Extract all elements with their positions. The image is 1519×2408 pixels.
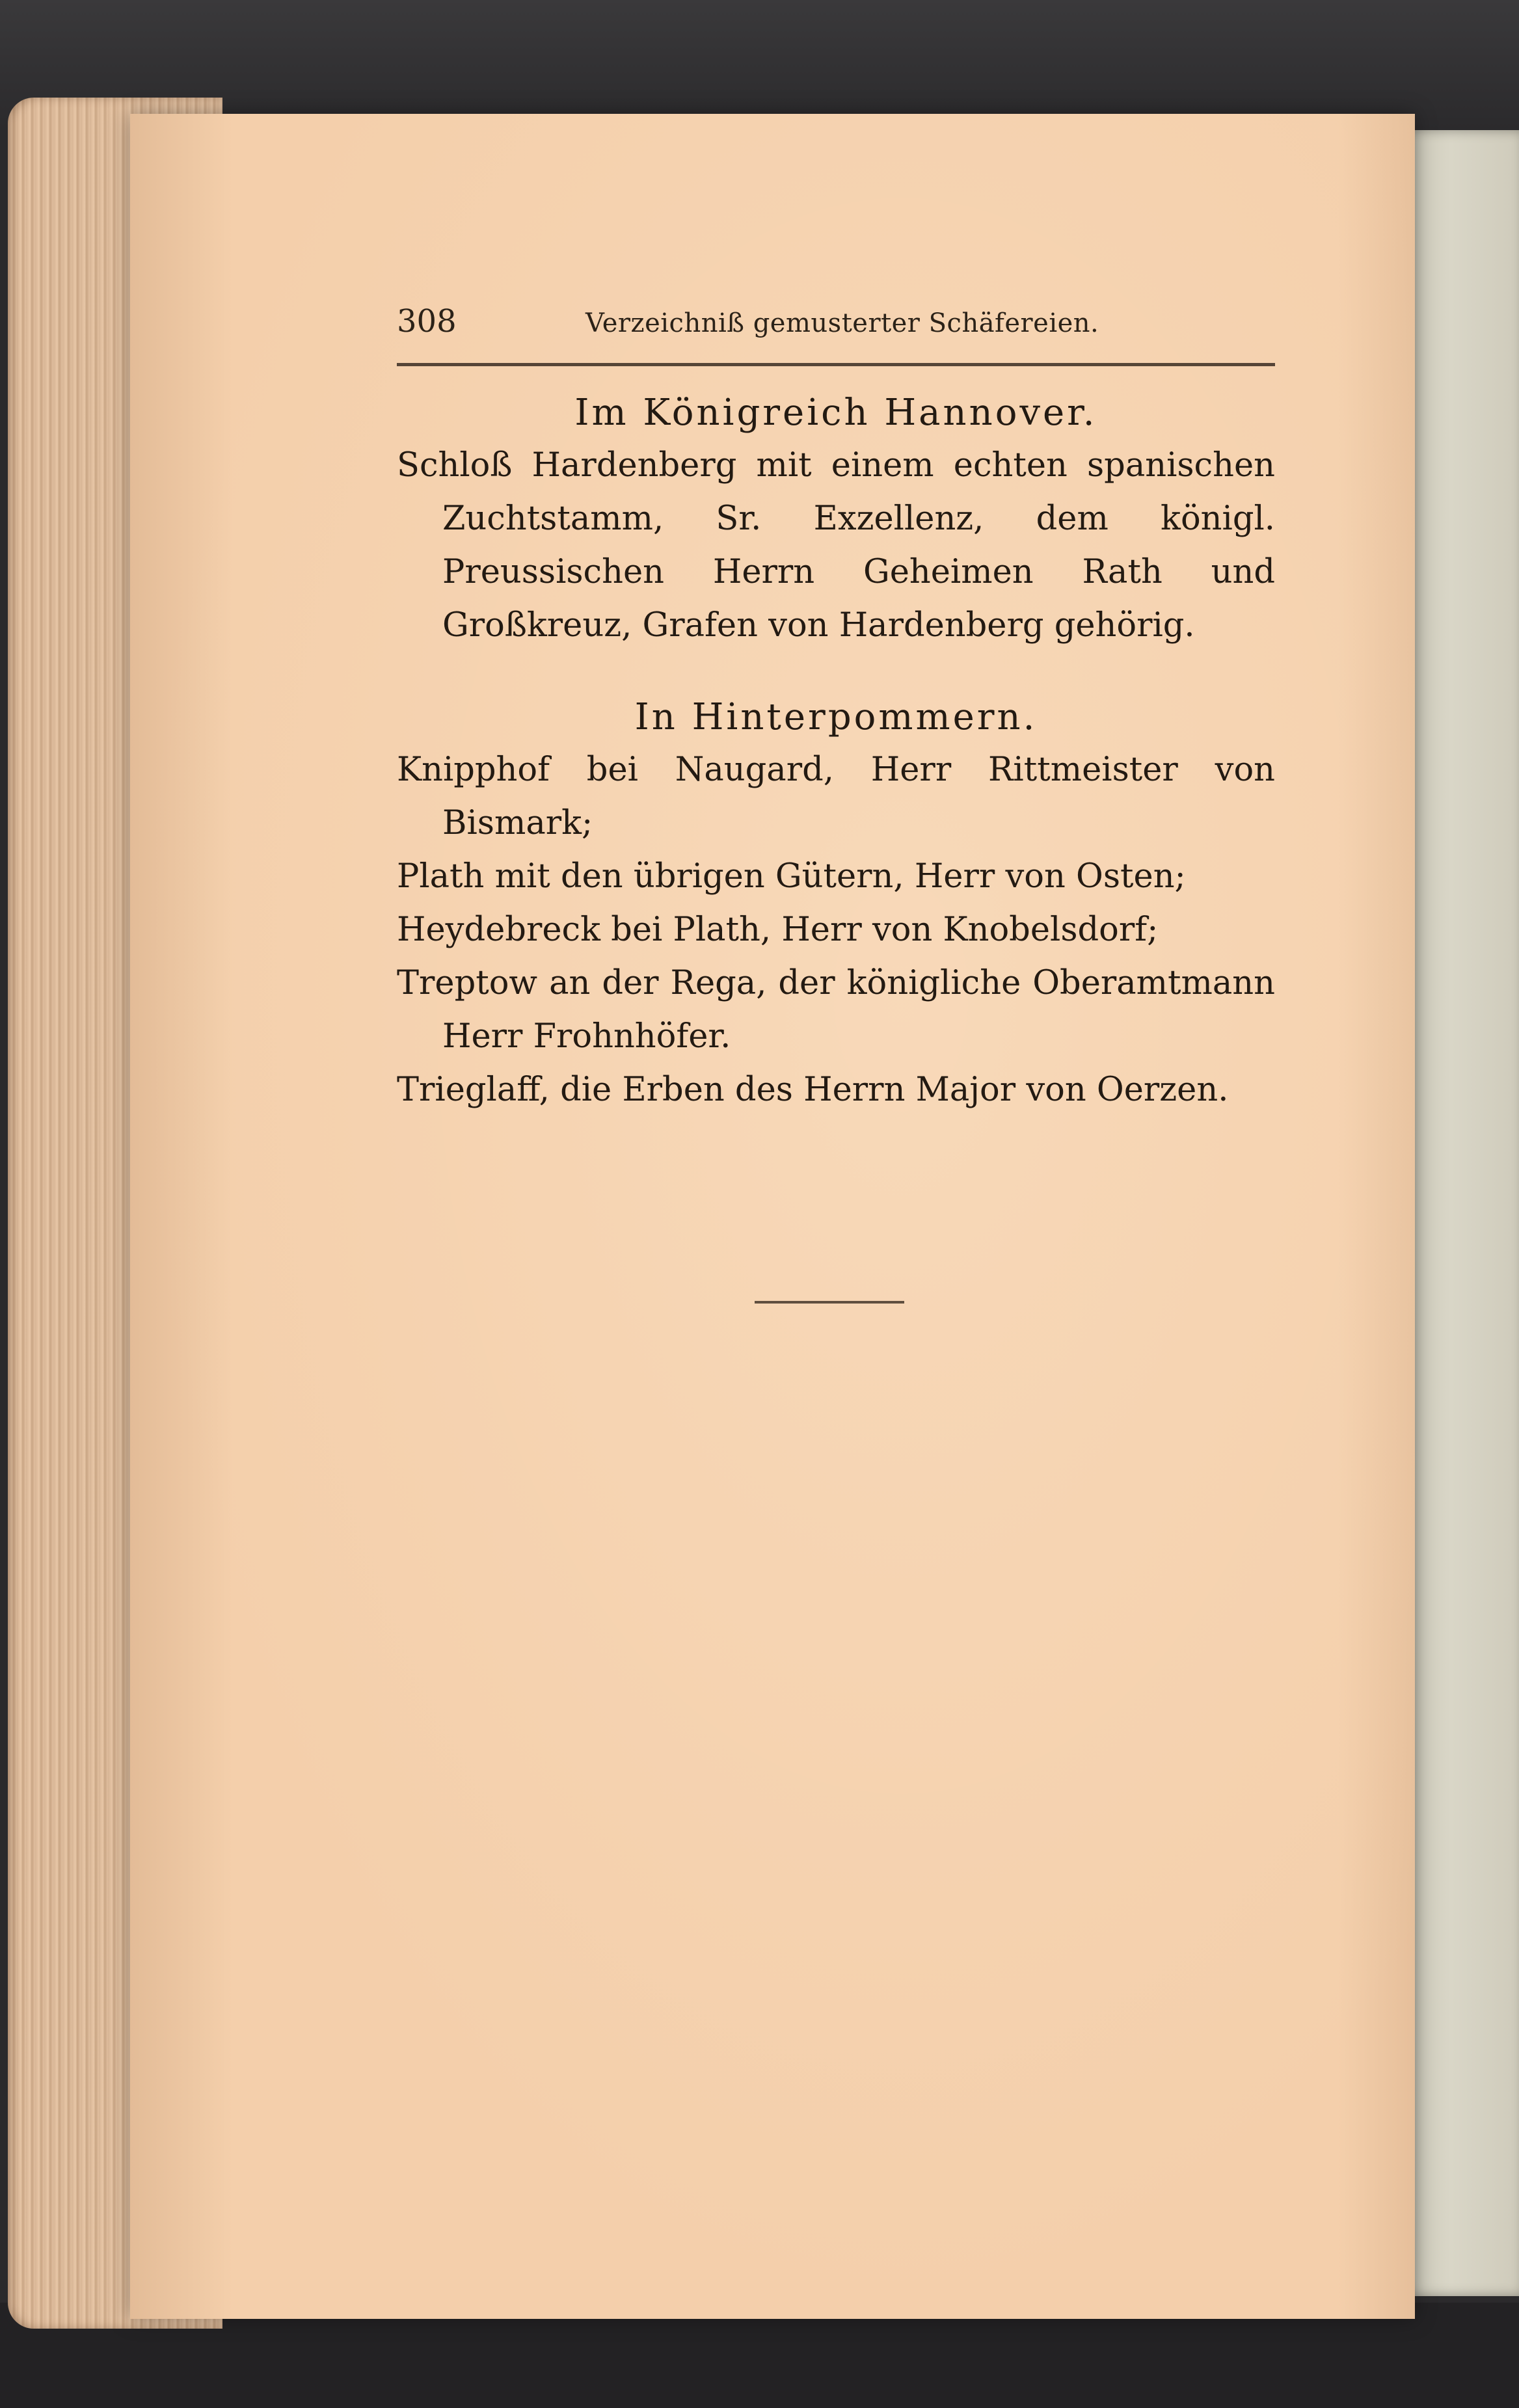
section-heading: Im Königreich Hannover. <box>574 392 1097 434</box>
list-item: Treptow an der Rega, der königliche Oberamtmann Herr Frohnhöfer. <box>397 964 1275 1056</box>
list-item: Schloß Hardenberg mit einem echten spanischen Zuchtstamm, Sr. Exzellenz, dem königl. Preussischen Herrn Geheimen Rath und Großkreuz, Grafen von Hardenberg gehörig. <box>397 446 1275 645</box>
section-heading: In Hinterpommern. <box>634 696 1038 738</box>
background-top <box>0 0 1519 130</box>
header-rule <box>397 363 1275 366</box>
list-item: Knipphof bei Naugard, Herr Rittmeister von Bismark; <box>397 751 1275 842</box>
running-title: Verzeichniß gemusterter Schäfereien. <box>585 308 1099 338</box>
running-head <box>397 299 1275 351</box>
page-number: 308 <box>397 303 457 340</box>
end-rule <box>755 1301 904 1304</box>
list-item: Plath mit den übrigen Gütern, Herr von Osten; <box>397 857 1186 896</box>
section-gap <box>397 652 1275 691</box>
facing-page <box>1405 130 1519 2296</box>
list-item: Heydebreck bei Plath, Herr von Knobelsdorf; <box>397 911 1159 949</box>
list-item: Trieglaff, die Erben des Herrn Major von Oerzen. <box>397 1071 1229 1109</box>
text-block <box>397 387 1275 1117</box>
